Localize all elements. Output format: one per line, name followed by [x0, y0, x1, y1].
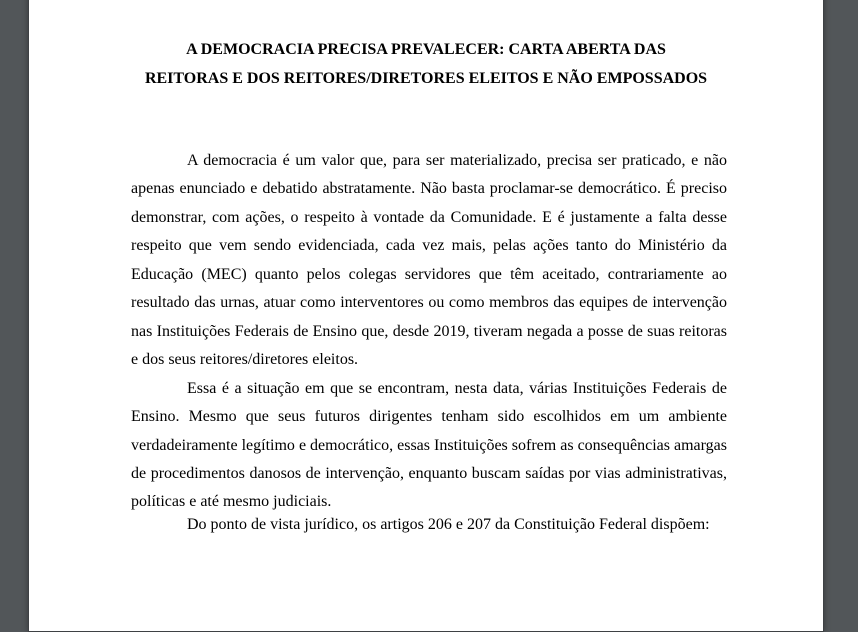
paragraph-2: Essa é a situação em que se encontram, nesta data, várias Instituições Federais de Ensino. Mesmo que seus futuros dirigentes tenham sido escolhidos em um ambiente verdadeiramente legítimo e democrático, essas Instituições sofrem as consequências amargas de procedimentos danosos de intervenção, enquanto buscam saídas por vias administrativas, políticas e até mesmo judiciais. — [131, 379, 727, 511]
paragraph-3: Do ponto de vista jurídico, os artigos 206 e 207 da Constituição Federal dispõem: — [187, 515, 710, 533]
document-page — [28, 0, 824, 632]
document-title-line-1: A DEMOCRACIA PRECISA PREVALECER: CARTA ABERTA DAS — [186, 41, 666, 58]
document-body — [131, 147, 727, 539]
paragraph-1: A democracia é um valor que, para ser materializado, precisa ser praticado, e não apenas enunciado e debatido abstratamente. Não basta proclamar-se democrático. É preciso demonstrar, com ações, o respeito à vontade da Comunidade. E é justamente a falta desse respeito que vem sendo evidenciada, cada vez mais, pelas ações tanto do Ministério da Educação (MEC) quanto pelos colegas servidores que têm aceitado, contrariamente ao resultado das urnas, atuar como interventores ou como membros das equipes de intervenção nas Instituições Federais de Ensino que, desde 2019, tiveram negada a posse de suas reitoras e dos seus reitores/diretores eleitos. — [131, 152, 727, 369]
document-title — [29, 0, 823, 93]
document-title-line-2: REITORAS E DOS REITORES/DIRETORES ELEITOS E NÃO EMPOSSADOS — [144, 69, 708, 87]
